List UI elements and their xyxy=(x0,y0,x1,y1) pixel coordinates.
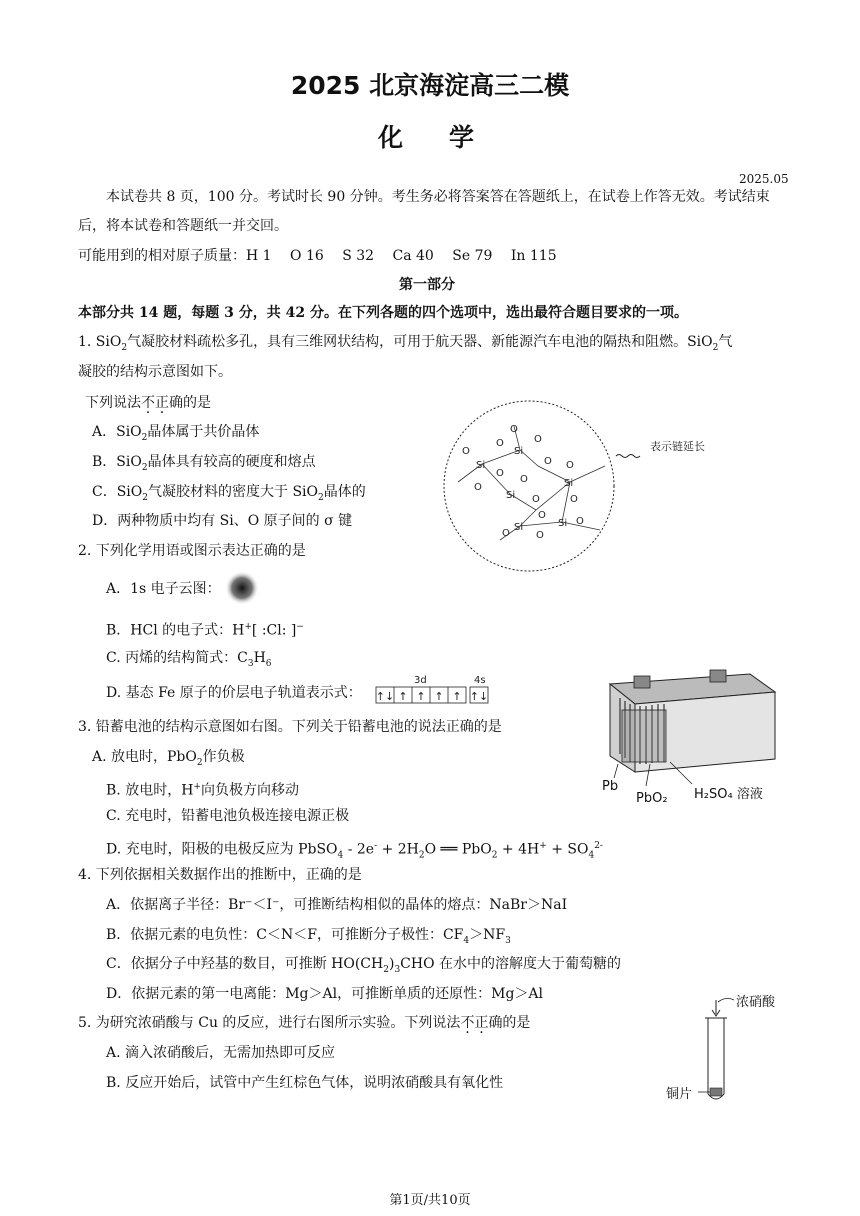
o-atom-label: O xyxy=(474,482,482,493)
q2-option-a: A．1s 电子云图： xyxy=(106,581,221,597)
q3-stem: 3. 铅蓄电池的结构示意图如右图。下列关于铅蓄电池的说法正确的是 xyxy=(78,719,502,735)
q3-option-a: A. 放电时，PbO$_2$作负极 xyxy=(92,749,245,768)
o-atom-label: O xyxy=(538,510,546,521)
o-atom-label: O xyxy=(510,424,518,435)
orbital-3d-box: ↑↓ xyxy=(375,690,395,703)
subject-title: 化学 xyxy=(378,123,521,152)
orbital-4s-label: 4s xyxy=(474,675,486,686)
o-atom-label: O xyxy=(496,438,504,449)
q1-stem-line-1: 1. SiO$_2$气凝胶材料疏松多孔，具有三维网状结构，可用于航天器、新能源汽车电池的隔热和阻燃。SiO$_2$气 xyxy=(78,334,733,353)
concentrated-nitric-acid-label: 浓硝酸 xyxy=(736,995,776,1010)
o-atom-label: O xyxy=(502,528,510,539)
q3-option-c: C. 充电时，铅蓄电池负极连接电源正极 xyxy=(106,808,350,824)
q2-option-b: B．HCl 的电子式：H+[ :Cl: ]− xyxy=(106,622,304,639)
o-atom-label: O xyxy=(532,494,540,505)
q1-option-a: A．SiO$_2$晶体属于共价晶体 xyxy=(92,424,260,443)
page-title: 2025 北京海淀高三二模 xyxy=(290,71,570,100)
page-number: 第1页/共10页 xyxy=(389,1193,471,1208)
o-atom-label: O xyxy=(520,474,528,485)
o-atom-label: O xyxy=(534,434,542,445)
o-atom-label: O xyxy=(576,516,584,527)
section-title: 第一部分 xyxy=(399,277,455,293)
q1-option-c: C．SiO$_2$气凝胶材料的密度大于 SiO$_2$晶体的 xyxy=(92,484,366,503)
q2-stem: 2. 下列化学用语或图示表达正确的是 xyxy=(78,543,306,559)
orbital-3d-box: ↑ xyxy=(452,690,462,703)
q4-option-d: D．依据元素的第一电离能：Mg＞Al，可推断单质的还原性：Mg＞Al xyxy=(106,986,543,1002)
q3-option-b: B. 放电时，H+向负极方向移动 xyxy=(106,782,299,799)
o-atom-label: O xyxy=(570,494,578,505)
si-atom-label: Si xyxy=(476,460,486,471)
q5-option-b: B. 反应开始后，试管中产生红棕色气体，说明浓硝酸具有氧化性 xyxy=(106,1075,504,1091)
q4-option-c: C．依据分子中羟基的数目，可推断 $HO(CH_2)_3CHO$ 在水中的溶解度大于葡萄糖的 xyxy=(106,956,622,975)
q2-option-d: D. 基态 Fe 原子的价层电子轨道表示式： xyxy=(106,685,362,701)
q2-option-c: C. 丙烯的结构简式：$C_3H_6$ xyxy=(106,650,272,669)
si-atom-label: Si xyxy=(514,446,524,457)
si-atom-label: Si xyxy=(558,518,568,529)
intro-line-2: 后，将本试卷和答题纸一并交回。 xyxy=(78,218,288,234)
si-atom-label: Si xyxy=(514,522,524,533)
1s-electron-cloud-icon xyxy=(224,570,260,606)
intro-line-1: 本试卷共 8 页，100 分。考试时长 90 分钟。考生务必将答案答在答题纸上，在试卷上作答无效。考试结束 xyxy=(106,189,770,205)
o-atom-label: O xyxy=(536,530,544,541)
sio2-aerogel-structure-figure xyxy=(440,398,740,574)
si-atom-label: Si xyxy=(506,490,516,501)
h2so4-solution-label: H₂SO₄ 溶液 xyxy=(694,787,763,802)
o-atom-label: O xyxy=(462,446,470,457)
section-instructions: 本部分共 14 题，每题 3 分，共 42 分。在下列各题的四个选项中，选出最符合题目要求的一项。 xyxy=(78,305,688,321)
copper-sheet-label: 铜片 xyxy=(666,1087,693,1102)
o-atom-label: O xyxy=(496,468,504,479)
o-atom-label: O xyxy=(566,460,574,471)
si-atom-label: Si xyxy=(564,478,574,489)
q4-stem: 4. 下列依据相关数据作出的推断中，正确的是 xyxy=(78,867,362,883)
fe-orbital-diagram xyxy=(374,673,494,705)
orbital-3d-label: 3d xyxy=(414,675,427,686)
test-tube-figure xyxy=(662,990,792,1110)
q1-option-b: B．SiO$_2$晶体具有较高的硬度和熔点 xyxy=(92,454,316,473)
orbital-3d-box: ↑ xyxy=(398,690,408,703)
exam-date: 2025.05 xyxy=(739,172,789,186)
q1-option-d: D．两种物质中均有 Si、O 原子间的 σ 键 xyxy=(92,513,353,529)
atomic-mass-line: 可能用到的相对原子质量：H 1 O 16 S 32 Ca 40 Se 79 In 115 xyxy=(78,248,557,264)
orbital-3d-box: ↑ xyxy=(434,690,444,703)
orbital-4s-box: ↑↓ xyxy=(469,690,489,703)
q5-stem: 5. 为研究浓硝酸与 Cu 的反应，进行右图所示实验。下列说法不正确的是 xyxy=(78,1015,531,1031)
o-atom-label: O xyxy=(544,456,552,467)
pbo2-label: PbO₂ xyxy=(636,791,668,806)
q1-prompt: 下列说法不正确的是 xyxy=(85,395,211,411)
q5-option-a: A. 滴入浓硝酸后，无需加热即可反应 xyxy=(106,1045,336,1061)
q4-option-a: A．依据离子半径：Br⁻＜I⁻，可推断结构相似的晶体的熔点：NaBr＞NaI xyxy=(106,897,568,913)
chain-extension-label: 表示链延长 xyxy=(650,440,705,453)
q1-stem-line-2: 凝胶的结构示意图如下。 xyxy=(78,364,232,380)
orbital-3d-box: ↑ xyxy=(416,690,426,703)
pb-label: Pb xyxy=(602,779,619,794)
q4-option-b: B．依据元素的电负性：C＜N＜F，可推断分子极性：$CF_4>NF_3$ xyxy=(106,927,511,946)
q3-option-d: D. 充电时，阳极的电极反应为 PbSO$_4$ - $2e^- + 2H_2O$ ══ $PbO_2 + 4H^+ + SO_4^{2-}$ xyxy=(106,841,603,861)
lead-acid-battery-figure xyxy=(600,664,790,814)
